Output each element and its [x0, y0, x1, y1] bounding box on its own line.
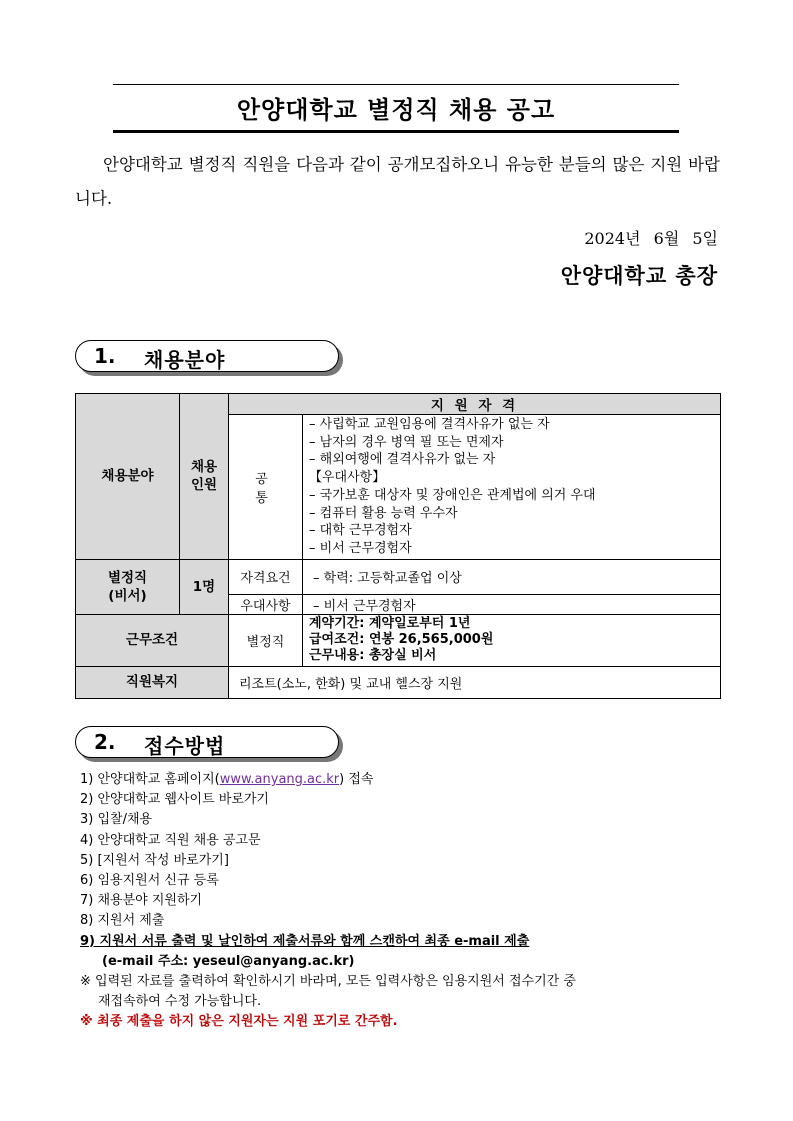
- requirement-text: – 학력: 고등학교졸업 이상: [303, 559, 721, 594]
- list-item: – 비서 근무경험자: [309, 540, 412, 556]
- recruitment-table: [75, 393, 721, 699]
- step-item: 2) 안양대학교 웹사이트 바로가기: [80, 792, 269, 808]
- signer: 안양대학교 총장: [560, 264, 718, 288]
- homepage-link[interactable]: www.anyang.ac.kr: [219, 772, 340, 787]
- section-header-recruitment: [75, 340, 339, 372]
- common-label: 공 통: [229, 415, 303, 560]
- step-item: 4) 안양대학교 직원 채용 공고문: [80, 832, 261, 848]
- list-item: 【우대사항】: [309, 470, 386, 486]
- list-item: 급여조건: 연봉 26,565,000원: [309, 632, 494, 648]
- common-qualifications: [303, 415, 721, 560]
- step-item: 5) [지원서 작성 바로가기]: [80, 852, 229, 868]
- header-count-line-1: 채용: [190, 459, 218, 476]
- list-item: 계약기간: 계약일로부터 1년: [309, 616, 471, 632]
- position-name: [76, 559, 180, 614]
- step-item-final: 9) 지원서 서류 출력 및 날인하여 제출서류와 함께 스캔하여 최종 e-mail 제출: [80, 933, 530, 949]
- title-rule-bottom: [113, 130, 679, 133]
- header-qualification: 지 원 자 격: [229, 394, 721, 415]
- note-line: ※ 입력된 자료를 출력하여 확인하시기 바라며, 모든 입력사항은 임용지원서 접수기간 중: [80, 974, 576, 990]
- conditions-type: 별정직: [229, 614, 303, 666]
- announcement-date: 2024년 6월 5일: [584, 229, 718, 248]
- welfare-label: 직원복지: [76, 666, 229, 698]
- warning-note: ※ 최종 제출을 하지 않은 지원자는 지원 포기로 간주함.: [80, 1014, 398, 1030]
- step-item: 7) 채용분야 지원하기: [80, 893, 203, 909]
- step-item: 8) 지원서 제출: [80, 913, 165, 929]
- list-item: – 컴퓨터 활용 능력 우수자: [309, 505, 458, 521]
- list-item: – 남자의 경우 병역 필 또는 면제자: [309, 434, 504, 450]
- header-count-line-2: 인원: [190, 477, 218, 494]
- step-text: ) 접속: [339, 772, 374, 787]
- section-title: 채용분야: [144, 348, 226, 372]
- position-line-1: 별정직: [107, 569, 148, 586]
- list-item: – 사립학교 교원임용에 결격사유가 없는 자: [309, 417, 550, 432]
- preference-label: 우대사항: [229, 594, 303, 614]
- section-number: 2.: [94, 730, 116, 754]
- step-item: [80, 770, 720, 790]
- step-text: 1) 안양대학교 홈페이지(: [80, 772, 220, 787]
- note-line: 재접속하여 수정 가능합니다.: [98, 994, 262, 1010]
- application-steps: [80, 770, 720, 1033]
- requirement-label: 자격요건: [229, 559, 303, 594]
- list-item: 근무내용: 총장실 비서: [309, 648, 437, 664]
- header-count: [180, 394, 229, 560]
- section-header-application: [75, 726, 339, 758]
- list-item: – 대학 근무경험자: [309, 523, 412, 539]
- position-count: 1명: [180, 559, 229, 614]
- preference-text: – 비서 근무경험자: [303, 594, 721, 614]
- list-item: – 해외여행에 결격사유가 없는 자: [309, 452, 496, 468]
- section-title: 접수방법: [144, 734, 226, 758]
- section-number: 1.: [94, 344, 116, 368]
- title-rule-top: [113, 84, 679, 85]
- page-title: 안양대학교 별정직 채용 공고: [236, 96, 556, 124]
- step-item: 3) 입찰/채용: [80, 812, 153, 828]
- position-line-2: (비서): [108, 587, 147, 604]
- welfare-text: 리조트(소노, 한화) 및 교내 헬스장 지원: [229, 666, 721, 698]
- list-item: – 국가보훈 대상자 및 장애인은 관계법에 의거 우대: [309, 487, 596, 503]
- conditions-list: [303, 614, 721, 666]
- step-item: 6) 임용지원서 신규 등록: [80, 873, 219, 889]
- intro-paragraph: 안양대학교 별정직 직원을 다음과 같이 공개모집하오니 유능한 분들의 많은 지원 바랍니다.: [75, 155, 720, 208]
- conditions-label: 근무조건: [76, 614, 229, 666]
- contact-email: (e-mail 주소: yeseul@anyang.ac.kr): [102, 953, 355, 969]
- header-field: 채용분야: [76, 394, 180, 560]
